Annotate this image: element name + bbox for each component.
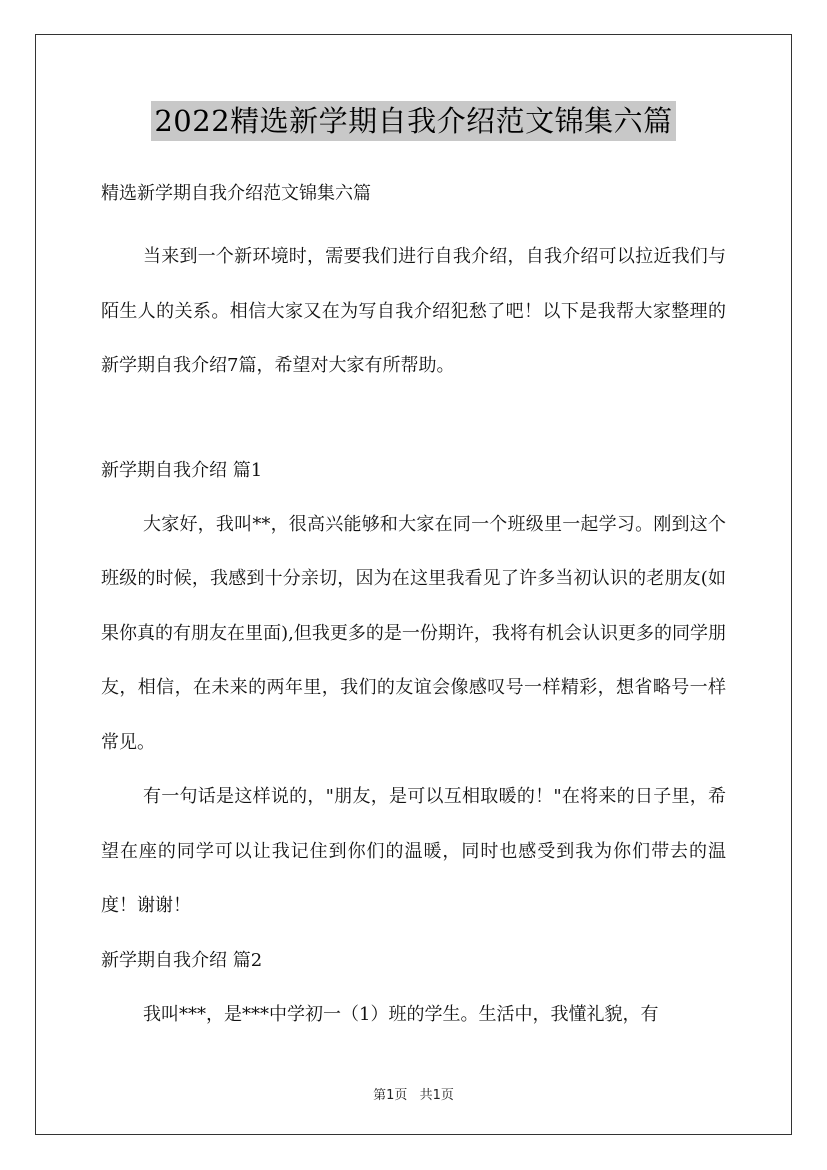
title-container [0,101,827,141]
section-heading-2: 新学期自我介绍 篇2 [101,949,263,971]
section-heading-1: 新学期自我介绍 篇1 [101,459,263,481]
section-2-paragraph-1: 我叫***，是***中学初一（1）班的学生。生活中，我懂礼貌，有 [143,1003,659,1025]
document-subtitle: 精选新学期自我介绍范文锦集六篇 [101,183,371,204]
page-number-current: 第1页 [373,1088,408,1103]
page-footer [0,1084,827,1103]
section-spacer [101,394,726,444]
document-title: 2022精选新学期自我介绍范文锦集六篇 [151,101,675,141]
section-1-paragraph-2: 有一句话是这样说的，"朋友，是可以互相取暖的！"在将来的日子里，希望在座的同学可以让我记住到你们的温暖，同时也感受到我为你们带去的温度！谢谢！ [101,786,726,916]
intro-paragraph: 当来到一个新环境时，需要我们进行自我介绍，自我介绍可以拉近我们与陌生人的关系。相信大家又在为写自我介绍犯愁了吧！以下是我帮大家整理的新学期自我介绍7篇，希望对大家有所帮助。 [101,246,726,376]
document-body [101,176,726,1042]
page-number-total: 共1页 [419,1088,454,1103]
section-1-paragraph-1: 大家好，我叫**，很高兴能够和大家在同一个班级里一起学习。刚到这个班级的时候，我感到十分亲切，因为在这里我看见了许多当初认识的老朋友(如果你真的有朋友在里面),但我更多的是一份期许，我将有机会认识更多的同学朋友，相信，在未来的两年里，我们的友谊会像感叹号一样精彩，想省略号一样常见。 [101,513,726,753]
